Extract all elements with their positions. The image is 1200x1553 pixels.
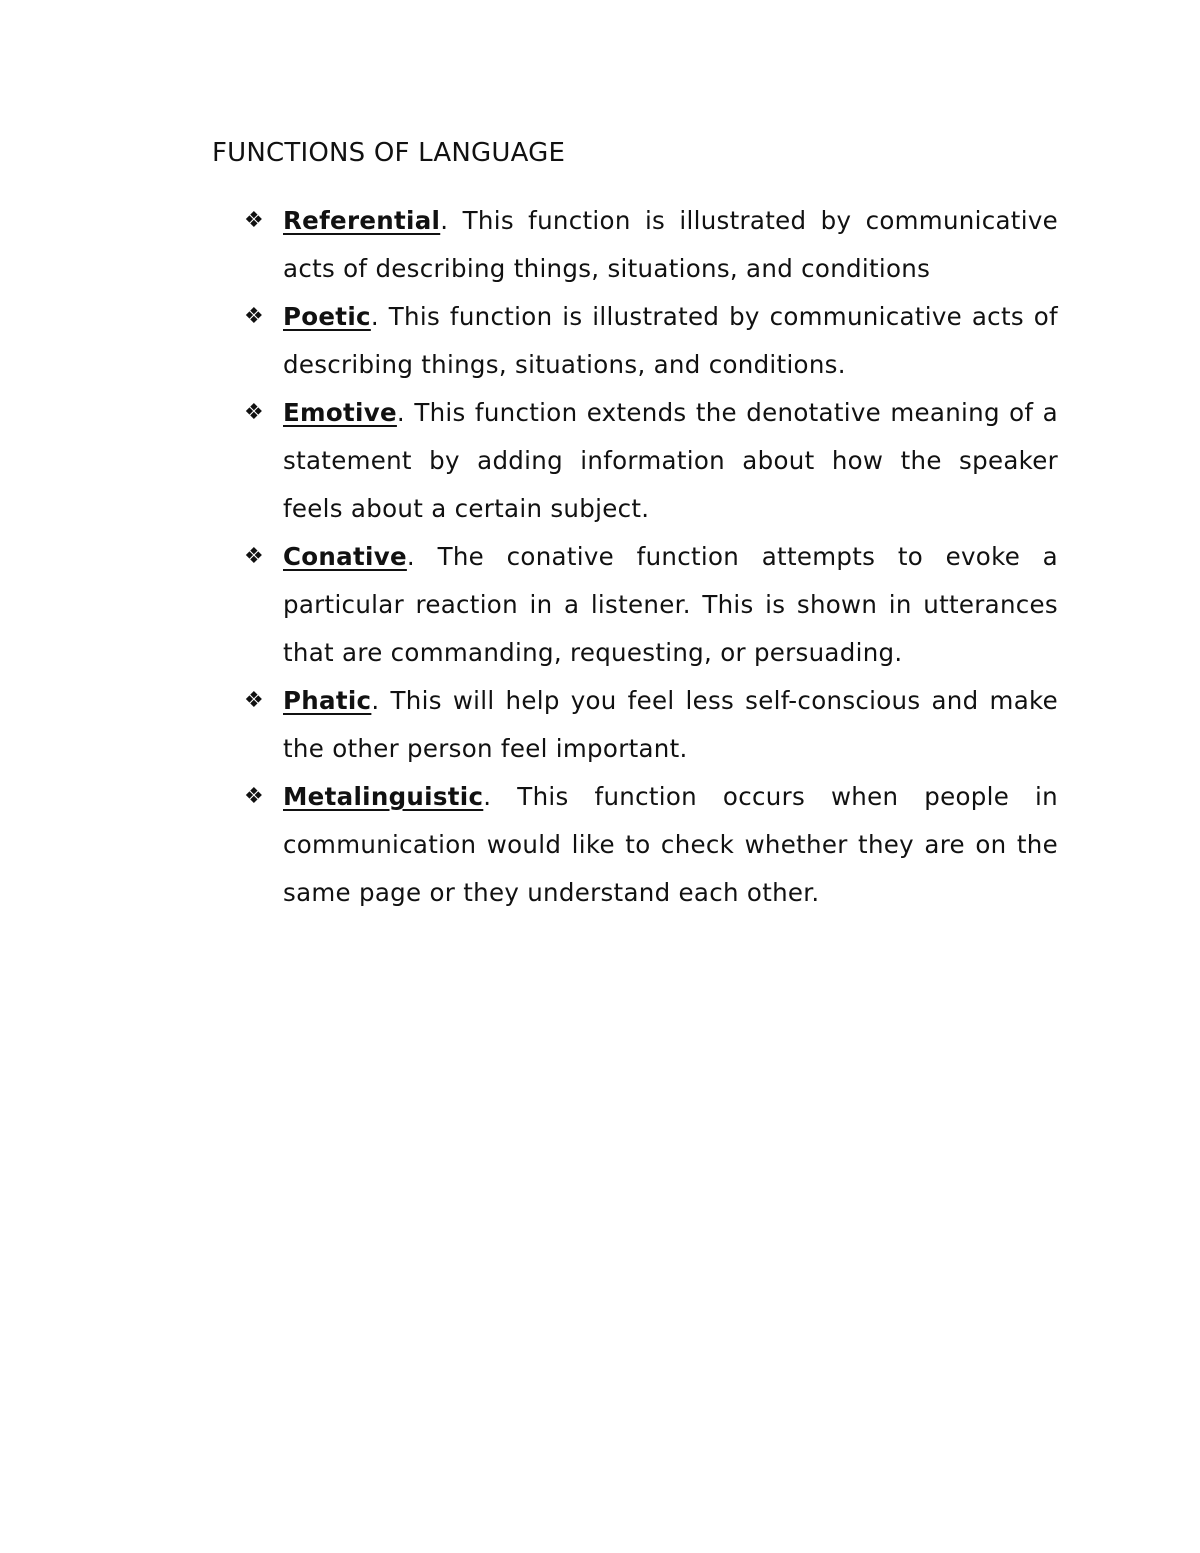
item-description: . This will help you feel less self-conscious and make the other person feel important. — [283, 686, 1058, 763]
page-title: FUNCTIONS OF LANGUAGE — [212, 138, 566, 168]
diamond-bullet-icon: ❖ — [244, 304, 265, 329]
term-emotive: Emotive — [283, 398, 397, 427]
list-item-conative — [244, 533, 1058, 677]
item-description: . This function occurs when people in communication would like to check whether they are on the same page or they understand each other. — [283, 782, 1058, 907]
diamond-bullet-icon: ❖ — [244, 784, 265, 809]
term-referential: Referential — [283, 206, 441, 235]
term-metalinguistic: Metalinguistic — [283, 782, 484, 811]
term-poetic: Poetic — [283, 302, 371, 331]
list-item-metalinguistic — [244, 773, 1058, 917]
diamond-bullet-icon: ❖ — [244, 544, 265, 569]
item-description: . This function is illustrated by communicative acts of describing things, situations, and conditions — [283, 206, 1058, 283]
term-phatic: Phatic — [283, 686, 372, 715]
item-description: . This function is illustrated by communicative acts of describing things, situations, and conditions. — [283, 302, 1058, 379]
functions-list — [244, 197, 1058, 917]
diamond-bullet-icon: ❖ — [244, 688, 265, 713]
list-item-poetic — [244, 293, 1058, 389]
term-conative: Conative — [283, 542, 407, 571]
list-item-referential — [244, 197, 1058, 293]
list-item-emotive — [244, 389, 1058, 533]
item-description: . The conative function attempts to evoke a particular reaction in a listener. This is shown in utterances that are commanding, requesting, or persuading. — [283, 542, 1058, 667]
diamond-bullet-icon: ❖ — [244, 400, 265, 425]
diamond-bullet-icon: ❖ — [244, 208, 265, 233]
item-description: . This function extends the denotative meaning of a statement by adding information about how the speaker feels about a certain subject. — [283, 398, 1058, 523]
list-item-phatic — [244, 677, 1058, 773]
